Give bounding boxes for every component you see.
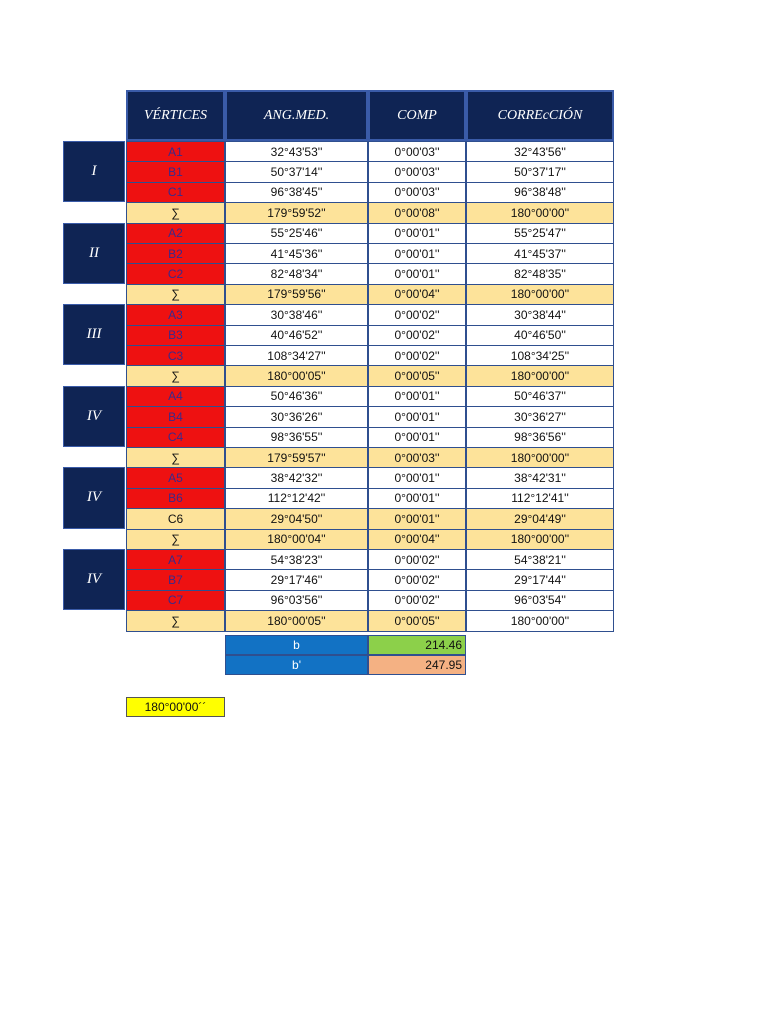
correction-cell: 50°37'17'' — [466, 161, 614, 182]
sum-vertex-cell: ∑ — [126, 529, 225, 550]
correction-cell: 38°42'31'' — [466, 467, 614, 488]
vertex-cell: C3 — [126, 345, 225, 366]
sum-vertex-cell: ∑ — [126, 610, 225, 631]
vertex-cell: C7 — [126, 590, 225, 611]
angle-cell: 82°48'34'' — [225, 263, 368, 284]
vertex-cell: A4 — [126, 386, 225, 407]
sum-comp-cell: 0°00'08'' — [368, 202, 466, 223]
angle-cell: 40°46'52'' — [225, 325, 368, 346]
correction-cell: 29°04'49'' — [466, 508, 614, 529]
vertex-cell: A1 — [126, 141, 225, 162]
sum-comp-cell: 0°00'05'' — [368, 610, 466, 631]
angle-cell: 30°36'26'' — [225, 406, 368, 427]
comp-cell: 0°00'01'' — [368, 427, 466, 448]
group-label: III — [63, 304, 125, 365]
sum-correction-cell: 180°00'00'' — [466, 610, 614, 631]
sum-comp-cell: 0°00'05'' — [368, 365, 466, 386]
b-label: b — [225, 635, 368, 655]
header-compensation: COMP — [368, 90, 466, 141]
sum-correction-cell: 180°00'00'' — [466, 529, 614, 550]
angle-cell: 30°38'46'' — [225, 304, 368, 325]
sum-angle-cell: 180°00'04'' — [225, 529, 368, 550]
angle-cell: 108°34'27'' — [225, 345, 368, 366]
vertex-cell: B2 — [126, 243, 225, 264]
comp-cell: 0°00'03'' — [368, 182, 466, 203]
comp-cell: 0°00'02'' — [368, 345, 466, 366]
group-label: IV — [63, 386, 125, 447]
comp-cell: 0°00'01'' — [368, 406, 466, 427]
vertex-cell: C4 — [126, 427, 225, 448]
comp-cell: 0°00'02'' — [368, 569, 466, 590]
group-label: IV — [63, 549, 125, 610]
sum-angle-cell: 179°59'57'' — [225, 447, 368, 468]
header-angle-measured: ANG.MED. — [225, 90, 368, 141]
comp-cell: 0°00'01'' — [368, 488, 466, 509]
group-label: IV — [63, 467, 125, 528]
angle-cell: 41°45'36'' — [225, 243, 368, 264]
angle-cell: 50°46'36'' — [225, 386, 368, 407]
correction-cell: 96°03'54'' — [466, 590, 614, 611]
b-value: 214.46 — [368, 635, 466, 655]
sum-vertex-cell: ∑ — [126, 284, 225, 305]
angle-cell: 55°25'46'' — [225, 223, 368, 244]
sum-angle-cell: 179°59'56'' — [225, 284, 368, 305]
correction-cell: 41°45'37'' — [466, 243, 614, 264]
comp-cell: 0°00'02'' — [368, 549, 466, 570]
angle-cell: 50°37'14'' — [225, 161, 368, 182]
vertex-cell: C6 — [126, 508, 225, 529]
vertex-cell: C2 — [126, 263, 225, 284]
angle-cell: 98°36'55'' — [225, 427, 368, 448]
sum-correction-cell: 180°00'00'' — [466, 202, 614, 223]
vertex-cell: A2 — [126, 223, 225, 244]
sum-correction-cell: 180°00'00'' — [466, 284, 614, 305]
comp-cell: 0°00'01'' — [368, 508, 466, 529]
vertex-cell: C1 — [126, 182, 225, 203]
vertex-cell: B1 — [126, 161, 225, 182]
angle-cell: 112°12'42'' — [225, 488, 368, 509]
correction-cell: 50°46'37'' — [466, 386, 614, 407]
comp-cell: 0°00'02'' — [368, 325, 466, 346]
vertex-cell: B6 — [126, 488, 225, 509]
comp-cell: 0°00'03'' — [368, 141, 466, 162]
sum-correction-cell: 180°00'00'' — [466, 447, 614, 468]
correction-cell: 108°34'25'' — [466, 345, 614, 366]
correction-cell: 54°38'21'' — [466, 549, 614, 570]
sum-angle-cell: 180°00'05'' — [225, 610, 368, 631]
comp-cell: 0°00'01'' — [368, 243, 466, 264]
sum-vertex-cell: ∑ — [126, 447, 225, 468]
comp-cell: 0°00'03'' — [368, 161, 466, 182]
correction-cell: 40°46'50'' — [466, 325, 614, 346]
sum-vertex-cell: ∑ — [126, 202, 225, 223]
comp-cell: 0°00'02'' — [368, 304, 466, 325]
b-prime-value: 247.95 — [368, 655, 466, 675]
vertex-cell: A5 — [126, 467, 225, 488]
correction-cell: 30°36'27'' — [466, 406, 614, 427]
sum-vertex-cell: ∑ — [126, 365, 225, 386]
comp-cell: 0°00'01'' — [368, 263, 466, 284]
sum-angle-cell: 180°00'05'' — [225, 365, 368, 386]
sum-comp-cell: 0°00'04'' — [368, 529, 466, 550]
vertex-cell: A3 — [126, 304, 225, 325]
comp-cell: 0°00'01'' — [368, 223, 466, 244]
note-cell: 180°00'00´´ — [126, 697, 225, 717]
comp-cell: 0°00'02'' — [368, 590, 466, 611]
correction-cell: 98°36'56'' — [466, 427, 614, 448]
correction-cell: 55°25'47'' — [466, 223, 614, 244]
comp-cell: 0°00'01'' — [368, 467, 466, 488]
angle-cell: 96°38'45'' — [225, 182, 368, 203]
vertex-cell: B3 — [126, 325, 225, 346]
angle-cell: 29°04'50'' — [225, 508, 368, 529]
angle-cell: 38°42'32'' — [225, 467, 368, 488]
comp-cell: 0°00'01'' — [368, 386, 466, 407]
group-label: I — [63, 141, 125, 202]
angle-cell: 32°43'53'' — [225, 141, 368, 162]
correction-cell: 30°38'44'' — [466, 304, 614, 325]
b-prime-label: b' — [225, 655, 368, 675]
correction-cell: 29°17'44'' — [466, 569, 614, 590]
correction-cell: 112°12'41'' — [466, 488, 614, 509]
sum-comp-cell: 0°00'03'' — [368, 447, 466, 468]
header-vertices: VÉRTICES — [126, 90, 225, 141]
vertex-cell: A7 — [126, 549, 225, 570]
correction-cell: 32°43'56'' — [466, 141, 614, 162]
sum-correction-cell: 180°00'00'' — [466, 365, 614, 386]
sum-comp-cell: 0°00'04'' — [368, 284, 466, 305]
sum-angle-cell: 179°59'52'' — [225, 202, 368, 223]
angle-cell: 29°17'46'' — [225, 569, 368, 590]
correction-cell: 82°48'35'' — [466, 263, 614, 284]
group-label: II — [63, 223, 125, 284]
vertex-cell: B7 — [126, 569, 225, 590]
angle-cell: 54°38'23'' — [225, 549, 368, 570]
vertex-cell: B4 — [126, 406, 225, 427]
correction-cell: 96°38'48'' — [466, 182, 614, 203]
angle-cell: 96°03'56'' — [225, 590, 368, 611]
header-correction: CORREcCIÓN — [466, 90, 614, 141]
